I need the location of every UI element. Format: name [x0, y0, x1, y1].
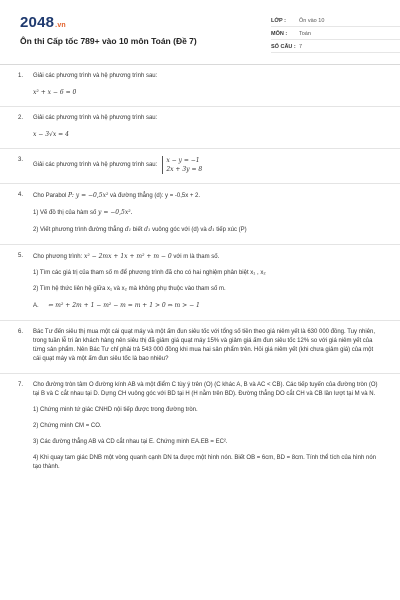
- question-text: Giải các phương trình và hệ phương trình sau:: [33, 73, 158, 79]
- question-7: [18, 381, 382, 472]
- question-2: [18, 114, 382, 139]
- question-separator: [0, 106, 400, 107]
- question-math: x − 3√x = 4: [33, 131, 69, 138]
- question-number: 4.: [18, 192, 24, 198]
- question-list: [18, 72, 382, 472]
- question-number: 6.: [18, 329, 24, 335]
- question-text: [33, 252, 382, 262]
- text-part: với m là tham số.: [173, 254, 220, 260]
- meta-key: SỐ CÂU :: [271, 44, 296, 50]
- question-number: 2.: [18, 115, 24, 121]
- logo-suffix: .vn: [55, 22, 66, 29]
- question-math: x² − 2mx + 1x + m² + m − 0: [83, 253, 172, 260]
- question-math: x² + x − 6 = 0: [33, 89, 77, 96]
- text-part: và đường thẳng (d): y = -0,5x + 2.: [110, 193, 201, 199]
- meta-key: MÔN :: [271, 31, 288, 37]
- question-separator: [0, 148, 400, 149]
- sub-question: 1) Chứng minh tứ giác CNHD nội tiếp được trong đường tròn.: [33, 407, 198, 413]
- document-title: Ôn thi Cấp tốc 789+ vào 10 môn Toán (Đề 7): [20, 36, 197, 46]
- question-number: 3.: [18, 157, 24, 163]
- question-6: [18, 328, 382, 364]
- text-part: Cho Parabol: [33, 193, 67, 199]
- text-part: 2) Viết phương trình đường thẳng: [33, 227, 124, 233]
- question-1: [18, 72, 382, 97]
- question-number: 1.: [18, 73, 24, 79]
- question-text: Giải các phương trình và hệ phương trình sau:: [33, 161, 158, 168]
- question-separator: [0, 244, 400, 245]
- question-number: 7.: [18, 382, 24, 388]
- text-part: biết: [132, 227, 143, 233]
- question-4: [18, 191, 382, 235]
- equation-line: x − y = −1: [166, 157, 200, 164]
- sub-question: [33, 225, 382, 235]
- meta-key: LỚP :: [271, 18, 286, 24]
- question-math: d₁: [144, 226, 151, 233]
- meta-value: 7: [299, 44, 303, 50]
- question-separator: [0, 183, 400, 184]
- meta-row-class: [271, 16, 400, 27]
- question-number: 5.: [18, 253, 24, 259]
- question-math: P: y = −0,5x²: [68, 192, 109, 199]
- meta-row-subject: [271, 29, 400, 40]
- meta-table: [271, 16, 400, 55]
- question-5: [18, 252, 382, 311]
- equation-line: 2x + 3y = 8: [166, 166, 203, 173]
- text-part: vuông góc với (d) và: [152, 227, 207, 233]
- question-math: y = −0,5x².: [98, 209, 133, 216]
- page-header: [18, 0, 382, 62]
- question-math: d₁: [208, 226, 215, 233]
- question-text: [33, 191, 382, 201]
- text-part: tiếp xúc (P): [216, 227, 247, 233]
- meta-value: Toán: [299, 31, 311, 37]
- question-text: Bác Tư đến siêu thị mua một cái quạt máy và một ấm đun siêu tốc với tổng số tiền theo giá niêm yết là 630 000 đồng. Tuy nhiên, trong tuần lễ tri ân khách hàng nên siêu thị đã giảm giá quạt máy 15% và giảm giá ấm đun siêu tốc 12% so với giá niêm yết của từng sản phẩm. Nên Bác Tư chỉ phải trả 543 000 đồng khi mua hai sản phẩm trên. Hỏi giá niêm yết (khi chưa giảm giá) của một cái quạt máy và một ấm đun siêu tốc là bao nhiêu?: [33, 329, 376, 362]
- sub-question: 2) Tìm hệ thức liên hệ giữa x₁ và x₂ mà không phụ thuộc vào tham số m.: [33, 286, 226, 292]
- sub-question: 1) Tìm các giá trị của tham số m để phương trình đã cho có hai nghiệm phân biệt x₁ , x₂: [33, 270, 266, 276]
- answer-line: [33, 301, 382, 311]
- question-text: Cho đường tròn tâm O đường kính AB và một điểm C tùy ý trên (O) (C khác A, B và AC < CB). Các tiếp tuyến của đường tròn (O) tại B và C cắt nhau tại D. Dựng CH vuông góc với BD tại H (H nằm trên BD). Đường thẳng DO cắt CH và CB lần lượt tại M và N.: [33, 382, 378, 397]
- meta-row-count: [271, 42, 400, 53]
- equation-system: [162, 156, 202, 174]
- question-3: [18, 156, 382, 174]
- header-divider: [0, 64, 400, 65]
- question-text: Giải các phương trình và hệ phương trình sau:: [33, 115, 158, 121]
- question-math: d₁: [124, 226, 132, 233]
- sub-question: 2) Chứng minh CM = CO.: [33, 423, 102, 429]
- question-separator: [0, 320, 400, 321]
- text-part: 1) Vẽ đồ thị của hàm số: [33, 210, 97, 216]
- answer-label: A.: [33, 303, 39, 309]
- site-logo[interactable]: [20, 14, 66, 31]
- answer-math: ⇐ m² + 2m + 1 − m² − m = m + 1 > 0 ⇔ m > − 1: [48, 302, 200, 309]
- sub-question: 3) Các đường thẳng AB và CD cắt nhau tại E. Chứng minh EA.EB = EC².: [33, 439, 228, 445]
- sub-question: [33, 208, 382, 218]
- question-separator: [0, 373, 400, 374]
- logo-text: 2048: [20, 14, 55, 31]
- meta-value: Ôn vào 10: [299, 18, 325, 24]
- sub-question: 4) Khi quay tam giác DNB một vòng quanh cạnh DN ta được một hình nón. Biết OB = 6cm, BD = 8cm. Tính thể tích của hình nón tạo thành.: [33, 455, 377, 470]
- text-part: Cho phương trình:: [33, 254, 83, 260]
